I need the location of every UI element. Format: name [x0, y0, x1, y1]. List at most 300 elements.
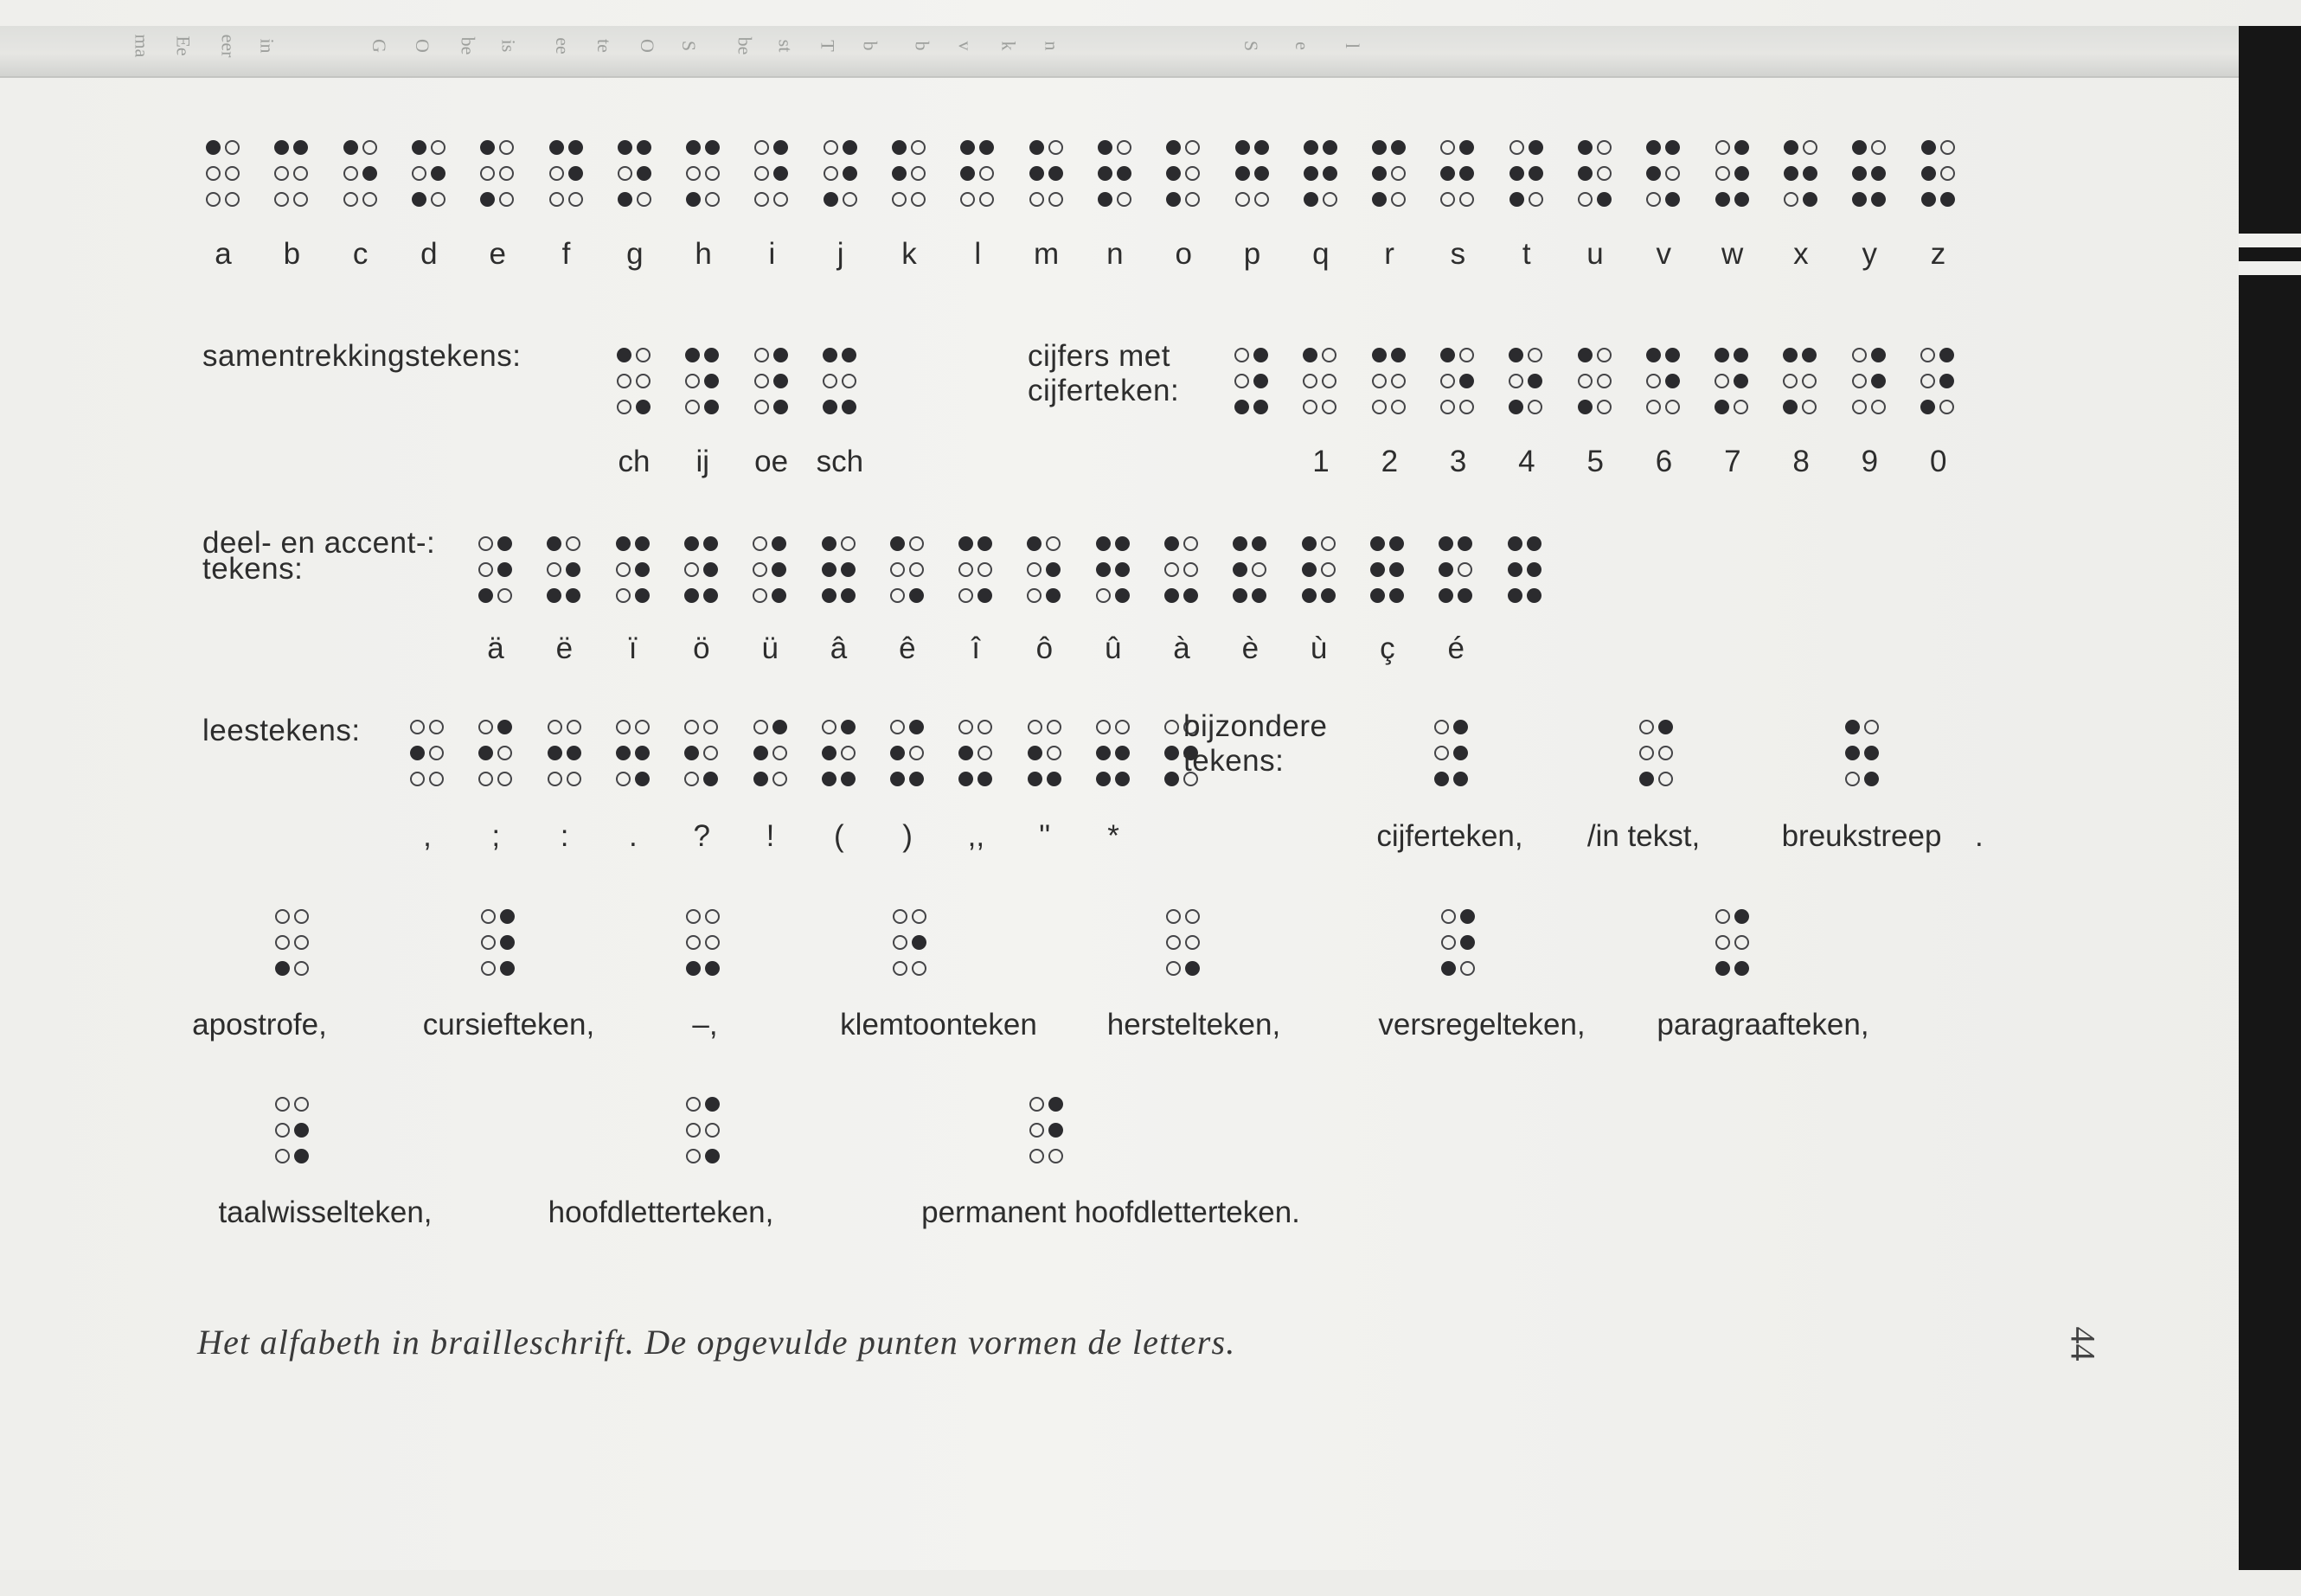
braille-dot [958, 772, 973, 786]
braille-dot [1453, 720, 1468, 734]
braille-dot [1098, 140, 1112, 155]
braille-dot [1459, 192, 1474, 207]
braille-dot [843, 192, 857, 207]
braille-dot [497, 720, 512, 734]
braille-dot [1665, 140, 1680, 155]
braille-dot [635, 772, 650, 786]
braille-dot [1185, 935, 1200, 950]
braille-dot [841, 720, 856, 734]
braille-dot [1646, 140, 1661, 155]
braille-dot [1183, 562, 1198, 577]
braille-dot [294, 1123, 309, 1138]
braille-dot [1453, 772, 1468, 786]
braille-dot [1254, 140, 1269, 155]
figure-caption: Het alfabeth in brailleschrift. De opgevulde punten vormen de letters. [197, 1323, 1236, 1362]
digit-label: 1 [1312, 445, 1330, 478]
braille-dot [1783, 400, 1798, 414]
digits-label-line2: cijferteken: [1028, 374, 1180, 407]
braille-dot [1166, 166, 1181, 181]
sign-label: apostrofe, [192, 1008, 327, 1042]
sign-braille-cell [481, 909, 519, 989]
braille-dot [909, 562, 924, 577]
braille-dot [497, 746, 512, 760]
braille-dot [1665, 400, 1680, 414]
digit-braille-cell [1372, 348, 1410, 427]
special-label-line2: tekens: [1183, 744, 1285, 778]
braille-dot [1459, 348, 1474, 362]
braille-dot [1715, 935, 1730, 950]
braille-dot [979, 140, 994, 155]
alphabet-braille-cell [1029, 140, 1067, 220]
braille-dot [1509, 140, 1524, 155]
braille-dot [1646, 166, 1661, 181]
alphabet-label: m [1034, 237, 1060, 271]
braille-dot [772, 772, 787, 786]
braille-dot [1323, 192, 1337, 207]
accent-braille-cell [1233, 536, 1271, 616]
braille-dot [1921, 140, 1936, 155]
braille-dot [1302, 562, 1317, 577]
braille-dot [1028, 772, 1042, 786]
braille-dot [1784, 192, 1798, 207]
braille-dot [890, 772, 905, 786]
page-number: 44 [2063, 1326, 2103, 1362]
alphabet-label: g [626, 237, 644, 271]
special-label: breukstreep [1781, 819, 1942, 853]
braille-dot [1253, 374, 1268, 388]
braille-dot [1166, 909, 1181, 924]
braille-dot [841, 588, 856, 603]
braille-dot [1048, 166, 1063, 181]
braille-dot [1302, 536, 1317, 551]
braille-dot [754, 374, 769, 388]
braille-dot [1597, 166, 1612, 181]
braille-dot [567, 720, 581, 734]
braille-dot [497, 588, 512, 603]
contraction-label: sch [816, 445, 864, 478]
braille-dot [1852, 166, 1867, 181]
braille-dot [1715, 400, 1729, 414]
braille-dot [686, 1123, 701, 1138]
alphabet-label: q [1312, 237, 1330, 271]
accent-label: é [1447, 631, 1465, 665]
braille-dot [705, 961, 720, 976]
braille-dot [568, 140, 583, 155]
page-bottom-margin [0, 1570, 2301, 1596]
braille-dot [822, 772, 836, 786]
special-label-line1: bijzondere [1183, 709, 1328, 743]
braille-dot [410, 772, 425, 786]
braille-dot [1389, 536, 1404, 551]
punctuation-label: ) [902, 819, 913, 853]
braille-dot [1303, 348, 1317, 362]
braille-dot [1096, 746, 1111, 760]
special-trailing-dot: . [1975, 819, 1984, 853]
braille-dot [637, 140, 651, 155]
braille-dot [1646, 374, 1661, 388]
braille-dot [547, 536, 561, 551]
braille-dot [1845, 720, 1860, 734]
accent-label: â [830, 631, 848, 665]
braille-dot [616, 562, 631, 577]
braille-dot [480, 140, 495, 155]
braille-dot [618, 140, 632, 155]
braille-dot [1027, 588, 1042, 603]
braille-dot [1871, 140, 1886, 155]
punctuation-label: '' [1039, 819, 1051, 853]
braille-dot [1233, 536, 1247, 551]
braille-dot [497, 772, 512, 786]
braille-dot [1304, 140, 1318, 155]
contraction-label: ch [618, 445, 651, 478]
braille-dot [1234, 374, 1249, 388]
braille-dot [616, 772, 631, 786]
braille-dot [566, 536, 580, 551]
braille-dot [843, 140, 857, 155]
braille-dot [686, 935, 701, 950]
braille-dot [1527, 588, 1541, 603]
braille-dot [684, 536, 699, 551]
contraction-label: ij [695, 445, 710, 478]
braille-dot [1391, 374, 1406, 388]
braille-dot [1234, 348, 1249, 362]
braille-dot [1115, 720, 1130, 734]
braille-dot [842, 348, 856, 362]
digit-braille-cell [1578, 348, 1616, 427]
braille-dot [1389, 588, 1404, 603]
braille-dot [1852, 400, 1867, 414]
alphabet-braille-cell [1646, 140, 1684, 220]
braille-dot [637, 192, 651, 207]
braille-dot [429, 746, 444, 760]
punctuation-label: . [629, 819, 638, 853]
braille-dot [1253, 348, 1268, 362]
special-label: cijferteken, [1376, 819, 1523, 853]
braille-dot [823, 374, 837, 388]
braille-dot [1578, 374, 1593, 388]
braille-dot [1665, 192, 1680, 207]
accent-label: ç [1380, 631, 1395, 665]
accent-braille-cell [684, 536, 722, 616]
braille-dot [909, 772, 924, 786]
braille-dot [274, 166, 289, 181]
braille-dot [1871, 348, 1886, 362]
braille-dot [1871, 192, 1886, 207]
braille-dot [1597, 192, 1612, 207]
braille-dot [909, 720, 924, 734]
braille-dot [1027, 562, 1042, 577]
braille-dot [497, 562, 512, 577]
braille-dot [703, 588, 718, 603]
braille-dot [1048, 192, 1063, 207]
braille-dot [294, 909, 309, 924]
alphabet-braille-cell [1098, 140, 1136, 220]
punctuation-braille-cell [548, 720, 586, 799]
braille-dot [1434, 720, 1449, 734]
braille-dot [1048, 1149, 1063, 1163]
alphabet-label: r [1384, 237, 1394, 271]
braille-dot [1734, 961, 1749, 976]
braille-dot [1646, 192, 1661, 207]
braille-dot [892, 166, 907, 181]
digit-label: 9 [1861, 445, 1879, 478]
braille-dot [977, 588, 992, 603]
punctuation-label: : [560, 819, 569, 853]
braille-dot [548, 772, 562, 786]
accent-braille-cell [616, 536, 654, 616]
braille-dot [1459, 166, 1474, 181]
braille-dot [684, 562, 699, 577]
punctuation-label: ( [833, 819, 844, 853]
digit-label: 3 [1449, 445, 1467, 478]
braille-dot [1734, 166, 1749, 181]
accent-label: î [971, 631, 980, 665]
braille-dot [1864, 772, 1879, 786]
braille-dot [1183, 536, 1198, 551]
braille-dot [1164, 588, 1179, 603]
accent-label: ö [693, 631, 710, 665]
braille-dot [822, 746, 836, 760]
braille-dot [841, 562, 856, 577]
braille-dot [1370, 588, 1385, 603]
braille-dot [1321, 536, 1336, 551]
braille-dot [911, 192, 926, 207]
alphabet-label: a [215, 237, 232, 271]
braille-dot [1048, 140, 1063, 155]
alphabet-braille-cell [1578, 140, 1616, 220]
braille-dot [686, 192, 701, 207]
braille-dot [772, 588, 786, 603]
braille-dot [1372, 140, 1387, 155]
braille-dot [1183, 588, 1198, 603]
accent-braille-cell [753, 536, 791, 616]
braille-dot [1046, 562, 1061, 577]
braille-dot [977, 746, 992, 760]
braille-dot [1254, 166, 1269, 181]
braille-dot [343, 166, 358, 181]
braille-dot [1802, 400, 1817, 414]
braille-dot [1047, 720, 1061, 734]
digit-label: 0 [1929, 445, 1947, 478]
braille-dot [1458, 588, 1472, 603]
braille-dot [636, 400, 651, 414]
sign-label: paragraafteken, [1657, 1008, 1869, 1042]
braille-dot [703, 746, 718, 760]
braille-dot [1845, 746, 1860, 760]
braille-dot [1391, 166, 1406, 181]
braille-dot [1665, 166, 1680, 181]
sign-braille-cell [1715, 909, 1753, 989]
braille-dot [1098, 166, 1112, 181]
braille-dot [1440, 400, 1455, 414]
sign-label: –, [692, 1008, 718, 1042]
braille-dot [705, 909, 720, 924]
alphabet-braille-cell [686, 140, 724, 220]
sign-label: herstelteken, [1106, 1008, 1281, 1042]
braille-dot [890, 746, 905, 760]
braille-dot [1734, 909, 1749, 924]
braille-dot [1048, 1097, 1063, 1112]
braille-dot [478, 588, 493, 603]
braille-dot [1597, 348, 1612, 362]
braille-dot [567, 746, 581, 760]
braille-dot [275, 909, 290, 924]
braille-dot [753, 588, 767, 603]
alphabet-braille-cell [754, 140, 792, 220]
braille-dot [686, 909, 701, 924]
alphabet-label: h [695, 237, 712, 271]
braille-dot [1441, 909, 1456, 924]
braille-dot [635, 562, 650, 577]
accent-label: ä [487, 631, 504, 665]
braille-dot [481, 909, 496, 924]
braille-dot [549, 140, 564, 155]
braille-dot [772, 536, 786, 551]
braille-dot [1166, 140, 1181, 155]
braille-dot [636, 374, 651, 388]
braille-dot [480, 166, 495, 181]
braille-dot [1322, 374, 1336, 388]
braille-dot [547, 562, 561, 577]
alphabet-label: k [901, 237, 917, 271]
braille-dot [1322, 348, 1336, 362]
braille-dot [1509, 374, 1523, 388]
braille-dot [1864, 720, 1879, 734]
braille-dot [753, 772, 768, 786]
braille-dot [1048, 1123, 1063, 1138]
braille-dot [704, 400, 719, 414]
braille-dot [1939, 348, 1954, 362]
alphabet-braille-cell [1440, 140, 1478, 220]
braille-dot [1235, 140, 1250, 155]
braille-dot [1597, 140, 1612, 155]
braille-dot [1508, 562, 1522, 577]
braille-dot [754, 166, 769, 181]
accent-braille-cell [1508, 536, 1546, 616]
braille-dot [977, 720, 992, 734]
braille-dot [410, 720, 425, 734]
braille-dot [977, 562, 992, 577]
braille-dot [979, 166, 994, 181]
braille-dot [618, 166, 632, 181]
accent-braille-cell [958, 536, 997, 616]
braille-dot [478, 772, 493, 786]
braille-dot [275, 935, 290, 950]
braille-dot [1845, 772, 1860, 786]
accent-braille-cell [1027, 536, 1065, 616]
digits-label-line1: cijfers met [1028, 339, 1170, 373]
braille-dot [1439, 588, 1453, 603]
braille-dot [912, 909, 926, 924]
accent-label: à [1173, 631, 1190, 665]
braille-dot [841, 536, 856, 551]
braille-dot [1115, 536, 1130, 551]
alphabet-braille-cell [1784, 140, 1822, 220]
alphabet-braille-cell [343, 140, 381, 220]
braille-dot [1715, 961, 1730, 976]
accent-braille-cell [478, 536, 516, 616]
braille-dot [822, 720, 836, 734]
braille-dot [1235, 192, 1250, 207]
braille-dot [1028, 746, 1042, 760]
accents-label-line1: deel- en accent-: [202, 526, 436, 560]
braille-dot [1715, 166, 1730, 181]
braille-dot [1460, 909, 1475, 924]
braille-dot [1028, 720, 1042, 734]
braille-dot [362, 192, 377, 207]
alphabet-braille-cell [618, 140, 656, 220]
braille-dot [1920, 374, 1935, 388]
braille-dot [841, 746, 856, 760]
braille-dot [1871, 374, 1886, 388]
digit-braille-cell [1440, 348, 1478, 427]
braille-dot [685, 374, 700, 388]
alphabet-label: x [1793, 237, 1809, 271]
braille-dot [1440, 374, 1455, 388]
digit-label: 8 [1792, 445, 1810, 478]
braille-dot [293, 166, 308, 181]
braille-dot [1658, 772, 1673, 786]
braille-dot [549, 192, 564, 207]
braille-dot [754, 400, 769, 414]
braille-dot [822, 536, 836, 551]
braille-dot [500, 961, 515, 976]
braille-dot [568, 192, 583, 207]
braille-dot [1029, 1097, 1044, 1112]
braille-dot [294, 1149, 309, 1163]
braille-dot [478, 562, 493, 577]
braille-dot [635, 746, 650, 760]
alphabet-braille-cell [549, 140, 587, 220]
braille-dot [1578, 140, 1593, 155]
alphabet-label: y [1862, 237, 1877, 271]
alphabet-braille-cell [206, 140, 244, 220]
alphabet-label: c [352, 237, 369, 271]
braille-dot [684, 772, 699, 786]
contraction-braille-cell [823, 348, 861, 427]
braille-dot [616, 720, 631, 734]
braille-dot [1803, 140, 1817, 155]
braille-dot [772, 746, 787, 760]
braille-dot [1578, 348, 1593, 362]
alphabet-label: o [1175, 237, 1192, 271]
braille-dot [617, 400, 631, 414]
braille-dot [703, 720, 718, 734]
braille-dot [824, 192, 838, 207]
braille-dot [225, 140, 240, 155]
braille-dot [1852, 140, 1867, 155]
braille-dot [703, 772, 718, 786]
braille-dot [1322, 400, 1336, 414]
punctuation-label: ? [693, 819, 710, 853]
braille-dot [1164, 772, 1179, 786]
braille-dot [566, 588, 580, 603]
braille-dot [1459, 140, 1474, 155]
braille-dot [1439, 536, 1453, 551]
alphabet-label: s [1450, 237, 1466, 271]
braille-dot [1508, 588, 1522, 603]
accent-label: û [1104, 631, 1122, 665]
braille-dot [274, 140, 289, 155]
braille-dot [1029, 192, 1044, 207]
alphabet-braille-cell [1166, 140, 1204, 220]
digit-label: 4 [1518, 445, 1535, 478]
braille-dot [1803, 192, 1817, 207]
braille-dot [911, 140, 926, 155]
braille-dot [481, 961, 496, 976]
braille-dot [293, 192, 308, 207]
braille-dot [773, 140, 788, 155]
